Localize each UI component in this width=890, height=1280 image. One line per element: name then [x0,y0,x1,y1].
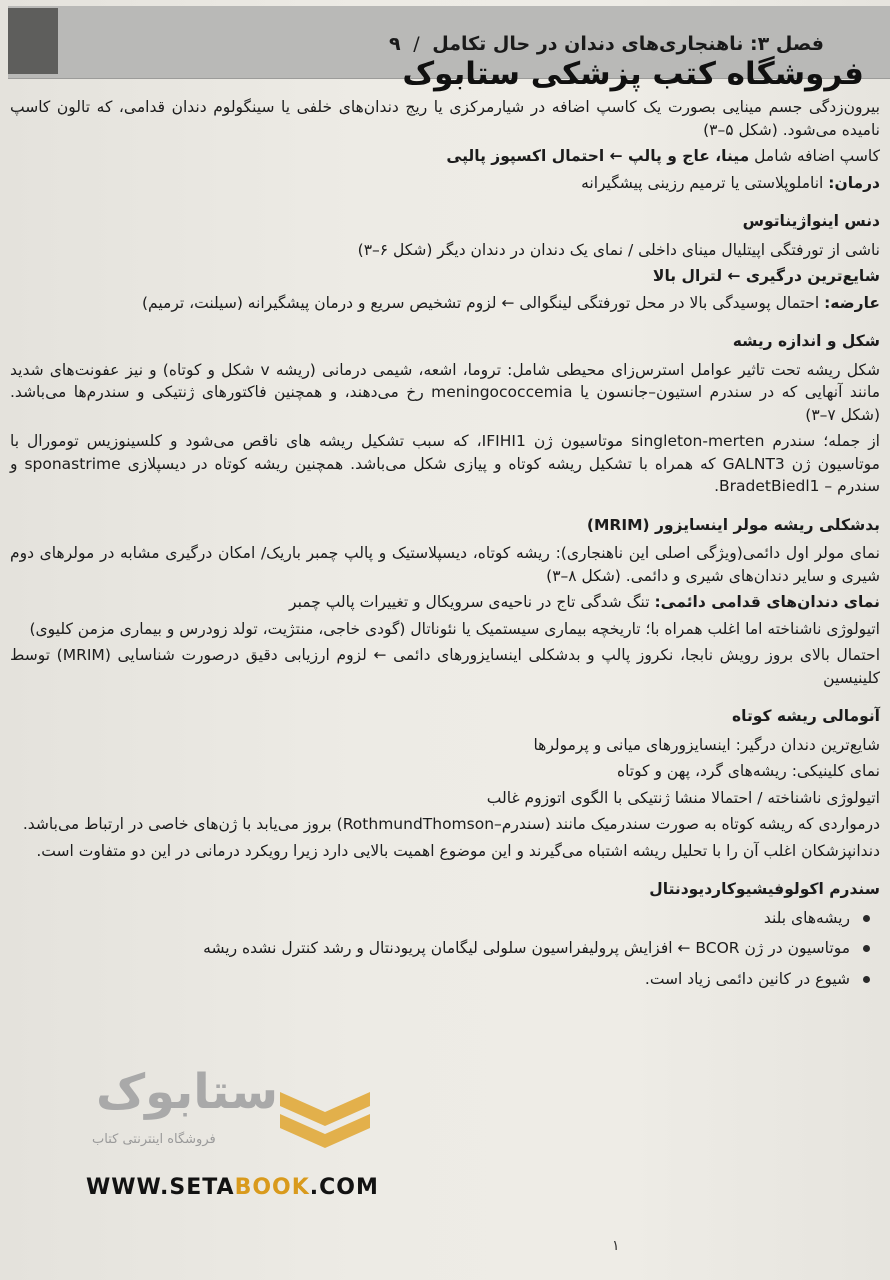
section-heading: سندرم اکولوفیشیوکاردیودنتال [649,880,880,898]
latin-term: meningococcemia [431,383,573,401]
list-item: شیوع در کانین دائمی زیاد است. [10,968,872,991]
latin-term: BradetBiedl1 [719,477,820,495]
text-run: درمواردی که ریشه کوتاه به صورت سندرمیک مانند (سندرم– [494,815,880,833]
section-heading: دنس اینواژیناتوس [742,212,880,230]
latin-term: RothmundThomson [342,815,495,833]
watermark-url [86,1175,379,1200]
list-item: موتاسیون در ژن BCOR ← افزایش پرولیفراسیون سلولی لیگامان پریودنتال و رشد کنترل نشده ریشه [10,937,872,960]
watermark-logo: ستابوک [96,1064,279,1120]
list-item: ریشه‌های بلند [10,907,872,930]
spacer [10,866,880,878]
spacer [10,502,880,514]
header-tab-marker [8,8,58,74]
text-run: احتمال پوسیدگی بالا در محل تورفتگی لینگوالی ← لزوم تشخیص سریع و درمان پیشگیرانه (سیلنت، ترمیم) [142,293,825,312]
text-run: . [714,477,720,495]
paragraph: بیرون‌زدگی جسم مینایی بصورت یک کاسپ اضافه در شیارمرکزی یا ریج دندان‌های خلفی یا سینگولوم دندان قدامی، که تالون کاسپ نامیده می‌شود. (شکل ۵–۳) [10,98,880,139]
chapter-title: فصل ۳: ناهنجاری‌های دندان در حال تکامل [432,33,824,55]
paragraph [10,145,880,168]
latin-term: sponastrime [24,454,121,473]
paragraph: اتیولوژی ناشناخته اما اغلب همراه با؛ تاریخچه بیماری سیستمیک یا نئوناتال (گودی خاجی، منتژیت، تولد زودرس و بیماری مزمن کلیوی) [29,619,880,638]
paragraph [10,813,880,836]
url-part: WWW.SETA [86,1175,235,1200]
paragraph: احتمال بالای بروز رویش نابجا، نکروز پالپ و بدشکلی اینسایزورهای دائمی ← لزوم ارزیابی دقیق درصورت شناسایی (MRIM) توسط کلینیسین [10,646,880,687]
url-part: .COM [309,1175,379,1200]
paragraph [10,172,880,195]
paragraph: شایع‌ترین دندان درگیر: اینسایزورهای میانی و پرمولرها [533,735,880,754]
paragraph: اتیولوژی ناشناخته / احتمالا منشا ژنتیکی با الگوی اتوزوم غالب [486,788,880,807]
bold-run: مینا، عاج و پالپ ← احتمال اکسپوز پالپی [446,147,750,165]
running-header-text [389,33,824,55]
paragraph: نمای کلینیکی: ریشه‌های گرد، پهن و کوتاه [616,762,880,780]
latin-term: singleton-merten [631,432,765,450]
watermark-subtitle: فروشگاه اینترنتی کتاب [92,1132,216,1147]
text-run: رخ می‌دهند، و همچنین فاکتورهای ژنتیکی و سندرم‌ها می‌باشد. (شکل ۷–۳) [10,383,880,424]
text-run: کاسپ اضافه شامل [749,147,880,165]
text-run: تنگ شدگی تاج در ناحیه‌ی سرویکال و تغییرات پالپ چمبر [289,593,655,611]
header-separator: / [413,33,420,55]
paragraph [10,265,880,288]
bullet-list [10,907,880,991]
paragraph: نمای مولر اول دائمی(ویژگی اصلی این ناهنجاری): ریشه کوتاه، دیسپلاستیک و پالپ چمبر باریک/ امکان درگیری مشابه در مولرهای دوم شیری و سایر دندان‌های شیری و دائمی. (شکل ۸–۳) [10,544,880,585]
text-run: اناملوپلاستی یا ترمیم رزینی پیشگیرانه [581,173,829,192]
page-number: ۹ [388,33,401,55]
section-heading: بدشکلی ریشه مولر اینسایزور (MRIM) [586,515,880,534]
text-run: که همراه با تشکیل ریشه کوتاه و پیازی شکل می‌باشد. همچنین ریشه کوتاه در دیسپلازی [120,454,723,473]
text-run: موتاسیون ژن [525,432,632,450]
paragraph [10,591,880,614]
paragraph [10,430,880,498]
label-treatment: درمان: [828,173,880,192]
page-content [10,96,880,998]
paragraph [10,359,880,427]
spacer [10,198,880,210]
text-run: و سندرم – [10,454,880,495]
footer-mark: ۱ [612,1238,620,1254]
paragraph [10,292,880,315]
paragraph: ناشی از تورفتگی اپیتلیال مینای داخلی / نمای یک دندان در دندان دیگر (شکل ۶–۳) [357,240,880,259]
label-anterior: نمای دندان‌های قدامی دائمی: [654,593,880,611]
paragraph: دندانپزشکان اغلب آن را با تحلیل ریشه اشتباه می‌گیرند و این موضوع اهمیت بالایی دارد زیرا رویکرد درمانی در این دو متفاوت است. [36,841,880,860]
bold-run: شایع‌ترین درگیری ← لترال بالا [652,267,880,285]
spacer [10,318,880,330]
url-part-accent: BOOK [234,1175,310,1200]
store-banner: فروشگاه کتب پزشکی ستابوک [402,56,864,92]
label-complication: عارضه: [824,293,880,312]
latin-term: GALNT3 [722,454,785,473]
section-heading: شکل و اندازه ریشه [732,332,880,350]
watermark-chevron-icon [280,1082,370,1152]
text-run: شکل ریشه تحت تاثیر عوامل استرس‌زای محیطی شامل: تروما، اشعه، شیمی درمانی (ریشه v شکل و کوتاه) و نیز عفونت‌های شدید مانند آنهایی که در سندرم استیون–جانسون یا [10,360,880,401]
text-run: ، که سبب تشکیل ریشه های ناقص می‌شود و کلسینوزیس تومورال با موتاسیون ژن [10,432,880,473]
text-run: ) بروز می‌یابد با ژن‌های خاصی در ارتباط می‌باشد. [22,815,343,833]
latin-term: IFIHI1 [481,432,526,450]
spacer [10,693,880,705]
text-run: از جمله؛ سندرم [764,432,880,450]
section-heading: آنومالی ریشه کوتاه [732,707,880,725]
